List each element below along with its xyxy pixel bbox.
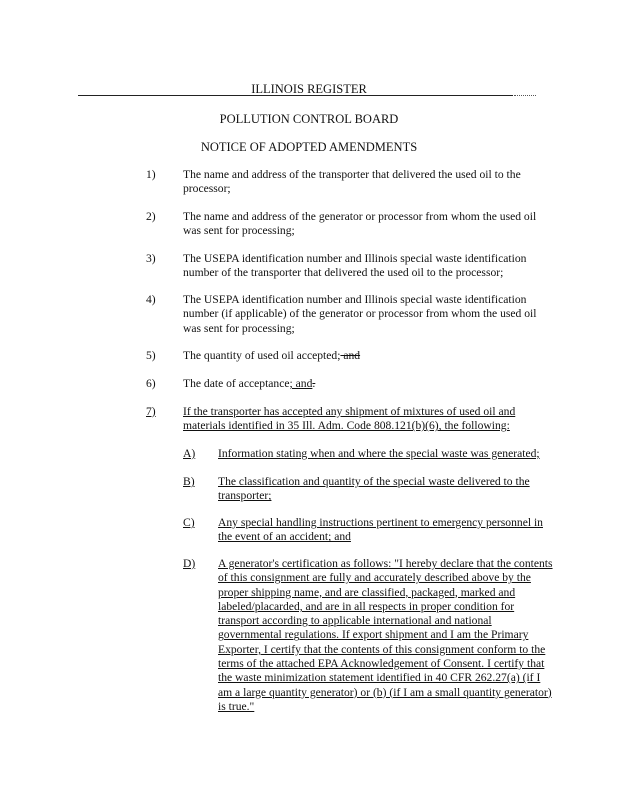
item-text bbox=[183, 377, 548, 391]
item-number: 3) bbox=[146, 252, 156, 265]
subitem-text: Information stating when and where the special waste was generated; bbox=[218, 447, 540, 460]
item-text: The USEPA identification number and Illinois special waste identification number of the transporter that delivered the used oil to the processor; bbox=[183, 252, 527, 280]
subitem-number: A) bbox=[183, 447, 196, 460]
item-number: 7) bbox=[146, 405, 156, 418]
subitem-number: C) bbox=[183, 516, 195, 529]
item-text: If the transporter has accepted any shipment of mixtures of used oil and materials identified in 35 Ill. Adm. Code 808.121(b)(6), the following: bbox=[183, 405, 516, 433]
item-number: 6) bbox=[146, 377, 156, 390]
subitem-number: B) bbox=[183, 475, 195, 488]
header-rule bbox=[78, 95, 513, 96]
subitem-text: Any special handling instructions pertinent to emergency personnel in the event of an accident; and bbox=[218, 516, 543, 544]
subitem-text: A generator's certification as follows: "I hereby declare that the contents of this consignment are fully and accurately described above by the proper shipping name, and are classified, packaged, marked and labeled/placarded, and are in all respects in proper condition for transport according to applicable international and national governmental regulations. If export shipment and I am the Primary Exporter, I certify that the contents of this consignment conform to the terms of the attached EPA Acknowledgement of Consent. I certify that the waste minimization statement identified in 40 CFR 262.27(a) (if I am a large quantity generator) or (b) (if I am a small quantity generator) is true." bbox=[218, 557, 553, 713]
subitem-number: D) bbox=[183, 557, 196, 570]
item-text-main: The date of acceptance bbox=[183, 377, 290, 390]
struck-text: and bbox=[340, 349, 361, 362]
header-rule-dotted bbox=[514, 95, 536, 96]
item-text: The name and address of the generator or processor from whom the used oil was sent for processing; bbox=[183, 210, 537, 238]
inserted-text: ; and bbox=[289, 377, 313, 390]
board-title: POLLUTION CONTROL BOARD bbox=[219, 112, 399, 126]
item-text-main: The quantity of used oil accepted; bbox=[183, 349, 341, 362]
register-title: ILLINOIS REGISTER bbox=[251, 82, 367, 96]
item-number: 1) bbox=[146, 168, 156, 181]
item-number: 2) bbox=[146, 210, 156, 223]
struck-text: . bbox=[312, 377, 316, 390]
item-text: The name and address of the transporter that delivered the used oil to the processor; bbox=[183, 168, 521, 196]
item-number: 5) bbox=[146, 349, 156, 362]
notice-title: NOTICE OF ADOPTED AMENDMENTS bbox=[200, 140, 418, 154]
item-number: 4) bbox=[146, 293, 156, 306]
item-text: The USEPA identification number and Illinois special waste identification number (if applicable) of the generator or processor from whom the used oil was sent for processing; bbox=[183, 293, 537, 335]
subitem-text: The classification and quantity of the special waste delivered to the transporter; bbox=[218, 475, 530, 503]
item-text bbox=[183, 349, 548, 363]
